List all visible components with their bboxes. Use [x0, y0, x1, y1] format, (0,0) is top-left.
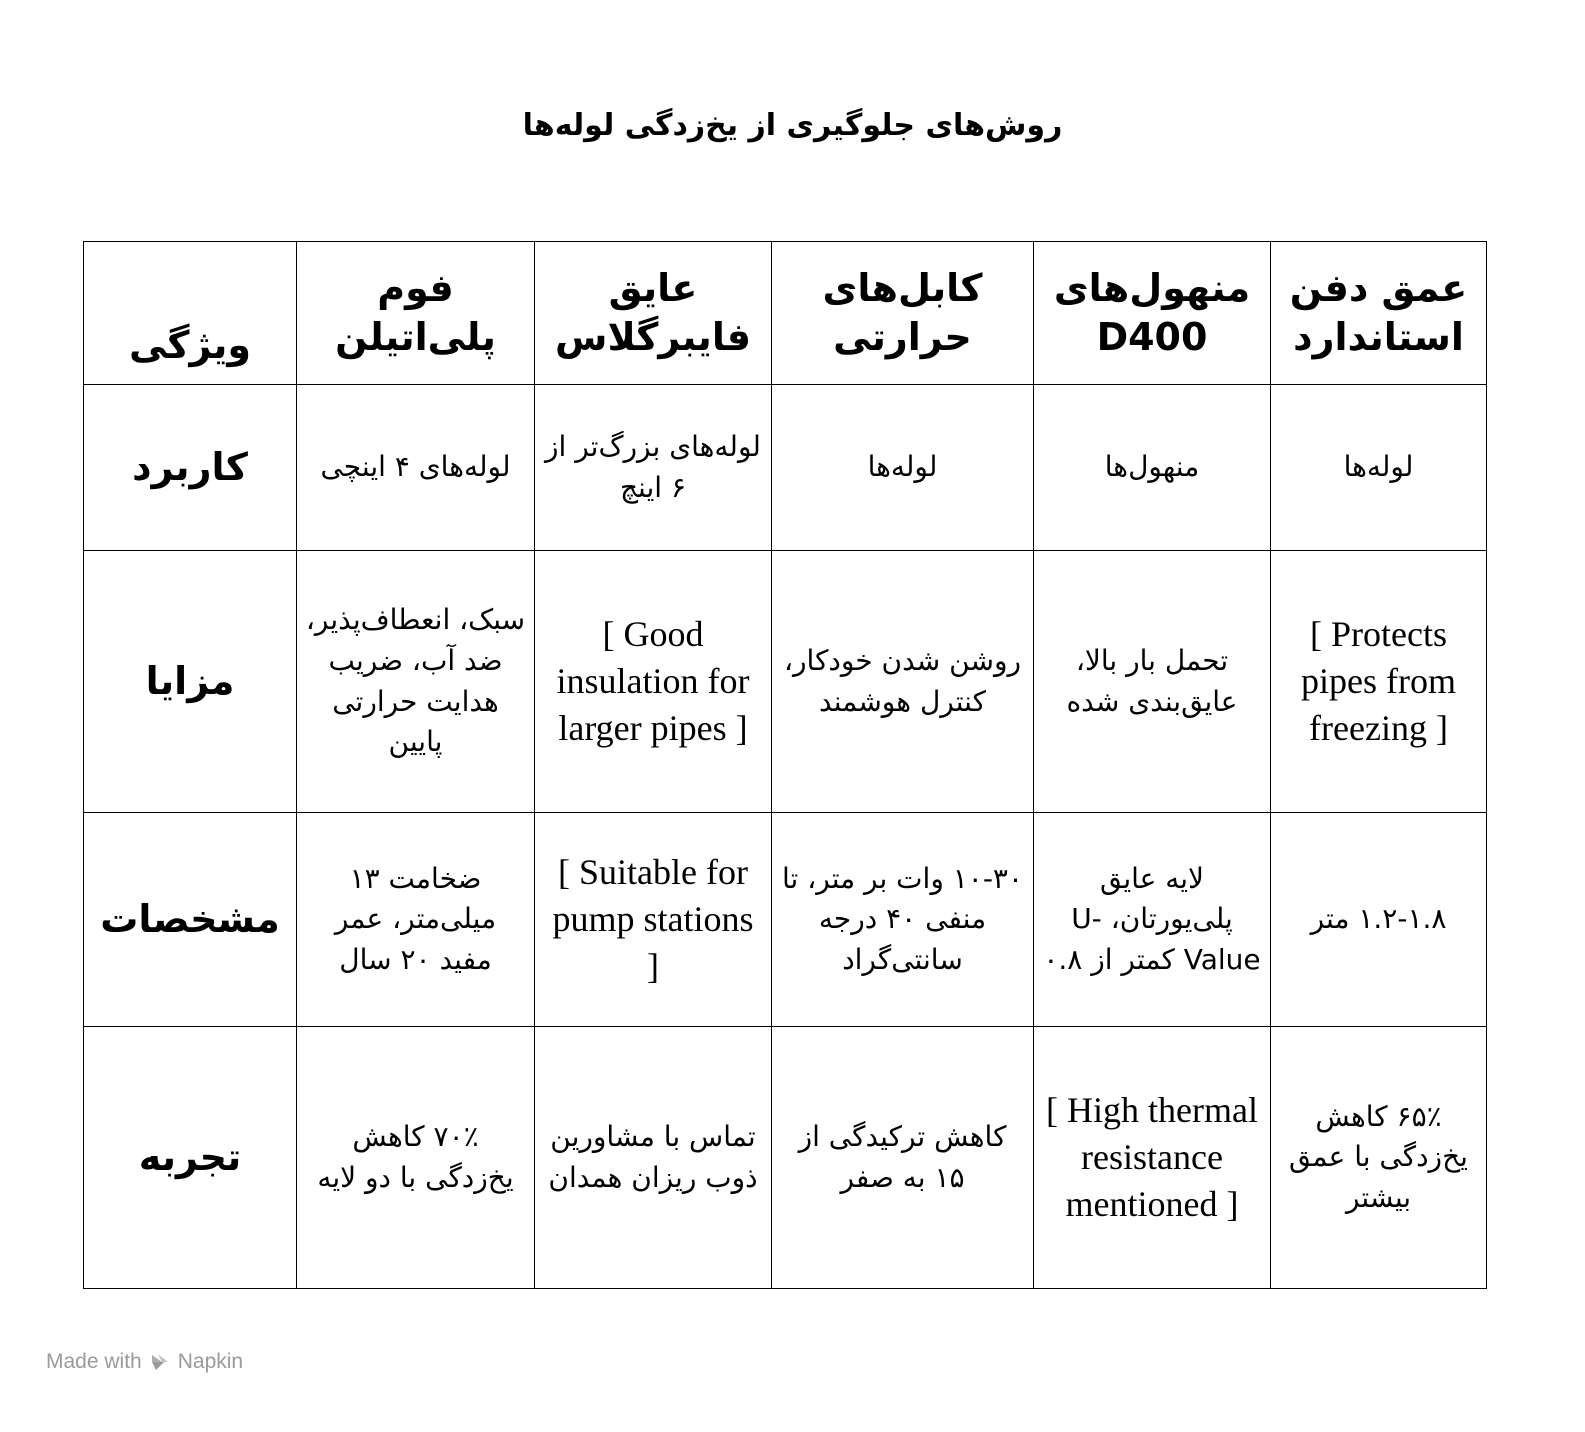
- napkin-brand-label: Napkin: [177, 1350, 244, 1373]
- cell-specs-foam: ضخامت ۱۳ میلی‌متر، عمر مفید ۲۰ سال: [297, 813, 535, 1027]
- cell-specs-fiberglass: [ Suitable for pump stations ]: [535, 813, 772, 1027]
- row-label-usage: کاربرد: [84, 385, 297, 551]
- cell-specs-manholes: لایه عایق پلی‌یورتان، U-Value کمتر از ۰.۸: [1034, 813, 1271, 1027]
- cell-advantages-manholes: تحمل بار بالا، عایق‌بندی شده: [1034, 551, 1271, 813]
- cell-usage-fiberglass: لوله‌های بزرگ‌تر از ۶ اینچ: [535, 385, 772, 551]
- made-with-label: Made with: [46, 1350, 142, 1373]
- cell-specs-cables: ۱۰-۳۰ وات بر متر، تا منفی ۴۰ درجه سانتی‌گراد: [772, 813, 1034, 1027]
- header-row: [84, 242, 1487, 385]
- header-feature: ویژگی: [84, 242, 297, 385]
- cell-experience-manholes: [ High thermal resistance mentioned ]: [1034, 1027, 1271, 1289]
- cell-specs-burial: ۱.۲-۱.۸ متر: [1271, 813, 1487, 1027]
- cell-experience-fiberglass: تماس با مشاورین ذوب ریزان همدان: [535, 1027, 772, 1289]
- row-label-specifications: مشخصات: [84, 813, 297, 1027]
- page-title: روش‌های جلوگیری از یخ‌زدگی لوله‌ها: [522, 108, 1063, 143]
- cell-experience-burial: ۶۵٪ کاهش یخ‌زدگی با عمق بیشتر: [1271, 1027, 1487, 1289]
- row-label-experience: تجربه: [84, 1027, 297, 1289]
- cell-usage-foam: لوله‌های ۴ اینچی: [297, 385, 535, 551]
- header-burial-depth: عمق دفن استاندارد: [1271, 242, 1487, 385]
- comparison-table: [83, 241, 1487, 1289]
- header-fiberglass: عایق فایبرگلاس: [535, 242, 772, 385]
- cell-usage-manholes: منهول‌ها: [1034, 385, 1271, 551]
- header-d400-manholes: منهول‌های D400: [1034, 242, 1271, 385]
- header-heating-cables: کابل‌های حرارتی: [772, 242, 1034, 385]
- table-row-experience: [84, 1027, 1487, 1289]
- made-with-napkin-badge: [46, 1350, 243, 1374]
- cell-advantages-foam: سبک، انعطاف‌پذیر، ضد آب، ضریب هدایت حرارتی پایین: [297, 551, 535, 813]
- header-polyethylene-foam: فوم پلی‌اتیلن: [297, 242, 535, 385]
- cell-usage-cables: لوله‌ها: [772, 385, 1034, 551]
- napkin-logo-icon: [148, 1350, 172, 1374]
- table-row-usage: [84, 385, 1487, 551]
- cell-advantages-fiberglass: [ Good insulation for larger pipes ]: [535, 551, 772, 813]
- table-row-specifications: [84, 813, 1487, 1027]
- row-label-advantages: مزایا: [84, 551, 297, 813]
- cell-advantages-burial: [ Protects pipes from freezing ]: [1271, 551, 1487, 813]
- table-row-advantages: [84, 551, 1487, 813]
- cell-experience-foam: ۷۰٪ کاهش یخ‌زدگی با دو لایه: [297, 1027, 535, 1289]
- cell-usage-burial: لوله‌ها: [1271, 385, 1487, 551]
- cell-experience-cables: کاهش ترکیدگی از ۱۵ به صفر: [772, 1027, 1034, 1289]
- cell-advantages-cables: روشن شدن خودکار، کنترل هوشمند: [772, 551, 1034, 813]
